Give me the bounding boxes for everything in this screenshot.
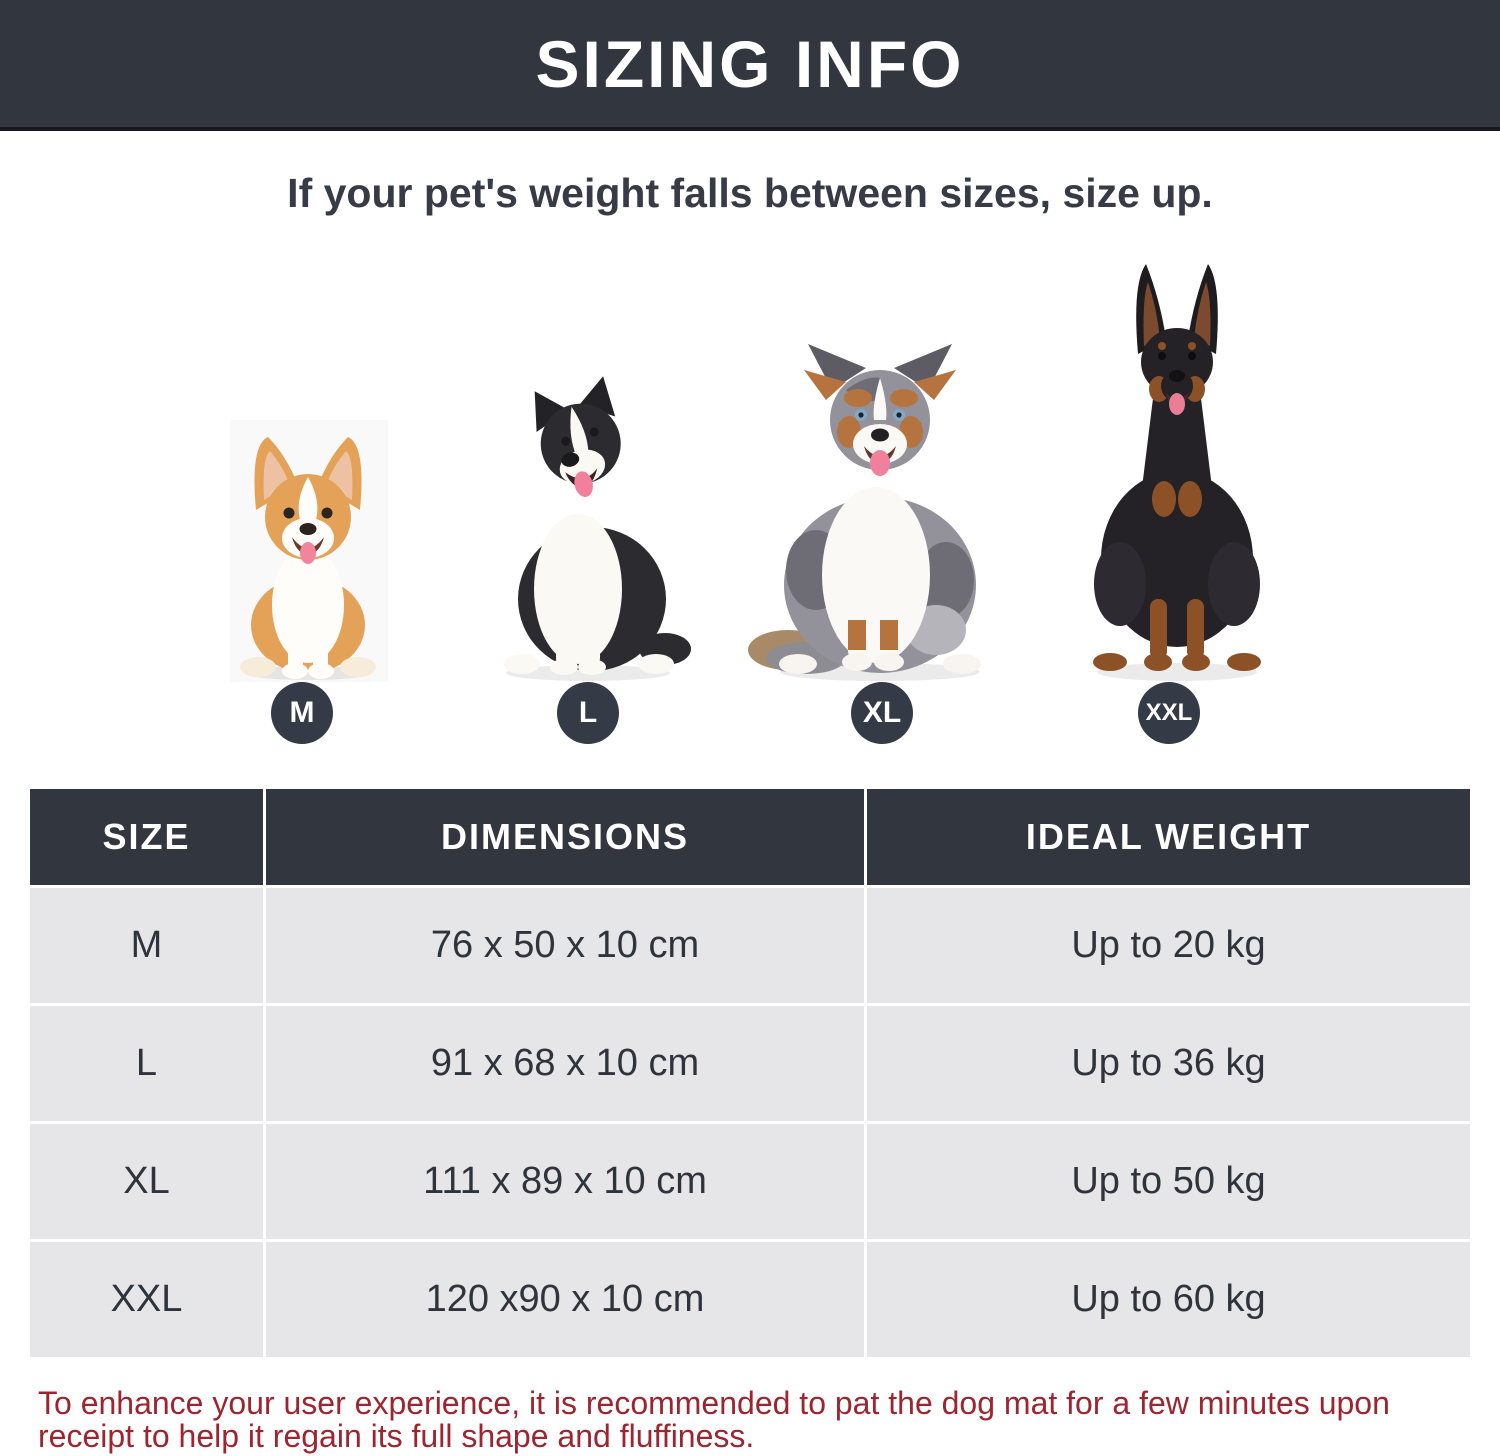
size-badge-m: M bbox=[271, 682, 333, 744]
doberman-dog-image bbox=[1072, 254, 1282, 682]
row-l-size: L bbox=[30, 1006, 263, 1121]
row-xl-ideal-weight: Up to 50 kg bbox=[867, 1124, 1470, 1239]
row-xxl-size: XXL bbox=[30, 1242, 263, 1357]
row-m-dimensions: 76 x 50 x 10 cm bbox=[266, 888, 864, 1003]
row-m-size: M bbox=[30, 888, 263, 1003]
row-l-dimensions: 91 x 68 x 10 cm bbox=[266, 1006, 864, 1121]
col-header-size: SIZE bbox=[30, 789, 263, 885]
row-xl-size: XL bbox=[30, 1124, 263, 1239]
row-xxl-ideal-weight: Up to 60 kg bbox=[867, 1242, 1470, 1357]
table-row-m bbox=[30, 888, 1470, 1003]
corgi-dog-image bbox=[228, 425, 388, 682]
size-badge-xxl: XXL bbox=[1138, 682, 1200, 744]
australian-shepherd-dog-image bbox=[746, 320, 1014, 682]
row-xl-dimensions: 111 x 89 x 10 cm bbox=[266, 1124, 864, 1239]
size-badge-l: L bbox=[557, 682, 619, 744]
page-title: SIZING INFO bbox=[535, 26, 965, 101]
table-row-l bbox=[30, 1006, 1470, 1121]
size-table bbox=[30, 789, 1470, 1360]
subtitle: If your pet's weight falls between sizes, size up. bbox=[287, 170, 1213, 216]
row-m-ideal-weight: Up to 20 kg bbox=[867, 888, 1470, 1003]
col-header-dimensions: DIMENSIONS bbox=[266, 789, 864, 885]
row-l-ideal-weight: Up to 36 kg bbox=[867, 1006, 1470, 1121]
table-row-xl bbox=[30, 1124, 1470, 1239]
border-collie-dog-image bbox=[480, 364, 696, 682]
fluffiness-note: To enhance your user experience, it is recommended to pat the dog mat for a few minutes upon receipt to help it regain its full shape and fluffiness. bbox=[38, 1385, 1390, 1454]
table-row-xxl bbox=[30, 1242, 1470, 1357]
size-badge-xl: XL bbox=[851, 682, 913, 744]
row-xxl-dimensions: 120 x90 x 10 cm bbox=[266, 1242, 864, 1357]
size-table-header bbox=[30, 789, 1470, 885]
banner bbox=[0, 0, 1500, 131]
col-header-ideal-weight: IDEAL WEIGHT bbox=[867, 789, 1470, 885]
